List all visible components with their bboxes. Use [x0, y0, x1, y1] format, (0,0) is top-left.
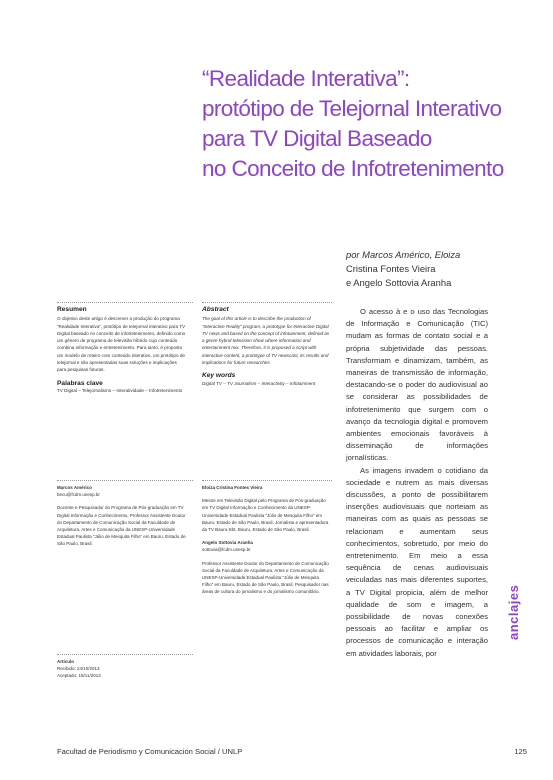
- article-info: [57, 658, 187, 680]
- author-3-name: Angelo Sottovia Aranha: [202, 540, 253, 546]
- title-line-3: para TV Digital Baseado: [202, 126, 432, 151]
- abstract-keywords: Digital TV – TV Journalism – Interactivity – Infotainment: [202, 380, 316, 386]
- bio-rule-right: [202, 480, 332, 481]
- author-line-2: Cristina Fontes Vieira: [346, 263, 436, 274]
- author-byline: [346, 248, 536, 290]
- article-info-label: Artículo: [57, 659, 75, 664]
- author-2-bio: Mestre em Televisão Digital pelo Programa de Pós-graduação em TV Digital Informação e Conhecimento da UNESP-Universidade Estadual Paulista “Júlio de Mesquita Filho” em Bauru, Estado de São Paulo, Brasil. Jornalista e apresentadora da TV Bauru-Sbt, Bauru, Estado de São Paulo, Brasil.: [202, 498, 329, 533]
- author-line-3: e Angelo Sottovia Aranha: [346, 277, 452, 288]
- abstract-text: The goal of this article is to describe the production of “Interactive Reality” program, a prototype for Interactive Digital TV news and based on the concept of infotainment, defined as a genre hybrid television show where information and entertainment mix. Therefore, it is proposed a script with interactive content, a prototype of TV newscast, its results and implications for future researches.: [202, 316, 330, 366]
- article-info-rule: [57, 654, 193, 655]
- article-title: [202, 64, 532, 184]
- footer-publisher: Facultad de Periodismo y Comunicación Social / UNLP: [57, 747, 243, 756]
- resumen-keywords: TV Digital – Telejornalismo – Interatividade – Infotretenimento: [57, 387, 183, 393]
- author-1-email: becu@fcdm.unesp.br: [57, 492, 100, 498]
- body-text: [346, 306, 488, 660]
- resumen-keywords-heading: Palabras clave: [57, 379, 103, 387]
- section-tag: anclajes: [506, 584, 521, 640]
- title-line-2: protótipo de Telejornal Interativo: [202, 96, 502, 121]
- bio-rule-left: [57, 480, 193, 481]
- page-number: 125: [514, 747, 527, 756]
- body-paragraph-2: As imagens invadem o cotidiano da sociedade e nutrem as mais diversas discussões, a ponto de possibilitarem inserções audiovisuais que norteiam as maneiras com as quais as pessoas se relacionam e aumentam seus conhecimentos, sobretudo, por meio do entretenimento. Em meio a essa sequência de cenas audiovisuais veiculadas nas mais diferentes suportes, a TV Digital propicia, além de melhor qualidade de som e imagem, a possibilidade de novas conexões pessoais ao facilitar e ampliar os processos de comunicação e interação em atividades laborais, por: [346, 465, 488, 658]
- author-2-name: Eloiza Cristina Fontes Vieira: [202, 485, 263, 490]
- resumen-heading: Resumen: [57, 306, 87, 313]
- abstract-keywords-heading: Key words: [202, 372, 236, 380]
- article-accepted: Aceptado: 18/11/2013: [57, 673, 101, 679]
- author-line-1: por Marcos Américo, Eloiza: [346, 249, 461, 260]
- abstract-rule: [202, 302, 332, 303]
- abstract-heading: Abstract: [202, 306, 229, 313]
- author-1-bio: Docente e Pesquisador do Programa de Pós-graduação em TV Digital Informação e Conhecimento, Professor Assistente Doutor do Departamento de Comunicação Social da Faculdade de Arquitetura, Artes e Comunicação da UNESP-Universidade Estadual Paulista “Júlio de Mesquita Filho” em Bauru, Estado de São Paulo, Brasil.: [57, 505, 186, 547]
- article-received: Recibido: 24/10/2013: [57, 666, 100, 672]
- author-3-bio: Professor Assistente Doutor do Departamento de Comunicação Social da Faculdade de Arquitetura, Artes e Comunicação da UNESP-Universidade Estadual Paulista “Júlio de Mesquita Filho” em Bauru, Estado de São Paulo, Brasil. Pesquisador nas áreas de cultura do jornalismo e do jornalismo comunitário.: [202, 560, 329, 595]
- author-1-name: Marcos Américo: [57, 485, 92, 490]
- body-paragraph-1: O acesso à e o uso das Tecnologias de Informação e Comunicação (TIC) mudam as formas de contato social e a própria subjetividade das pessoas. Transformam e dinamizam, também, as maneiras de transmissão de informação, destacando-se o poder do audiovisual ao se considerar as possibilidades de infotretenimento que surgem com o avanço da tecnologia digital e promovem ambientes emocionais favoráveis à disseminação de informações jornalísticas.: [346, 307, 488, 463]
- resumen-text: O objetivo deste artigo é descrever a produção do programa “Realidade Interativa”, protótipo de telejornal interativo para TV Digital baseado no conceito de infotretenimento, definido como um gênero de programa de televisão híbrido cujo conteúdo combina informação e entretenimento. Para tanto, é proposto um modelo de roteiro com conteúdo interativo, um protótipo de telejornal e são apresentadas suas soluções e implicações para pesquisas futuras.: [57, 316, 186, 373]
- title-line-1: “Realidade Interativa”:: [202, 66, 410, 91]
- abstract-block: [202, 306, 330, 387]
- author-3-email: sottovia@fcdm.unesp.br: [202, 547, 251, 553]
- author-bio-1: [57, 484, 187, 548]
- resumen-block: [57, 306, 187, 394]
- author-bio-2: [202, 484, 330, 596]
- page-footer: [57, 747, 527, 756]
- title-line-4: no Conceito de Infotretenimento: [202, 156, 504, 181]
- resumen-rule: [57, 302, 193, 303]
